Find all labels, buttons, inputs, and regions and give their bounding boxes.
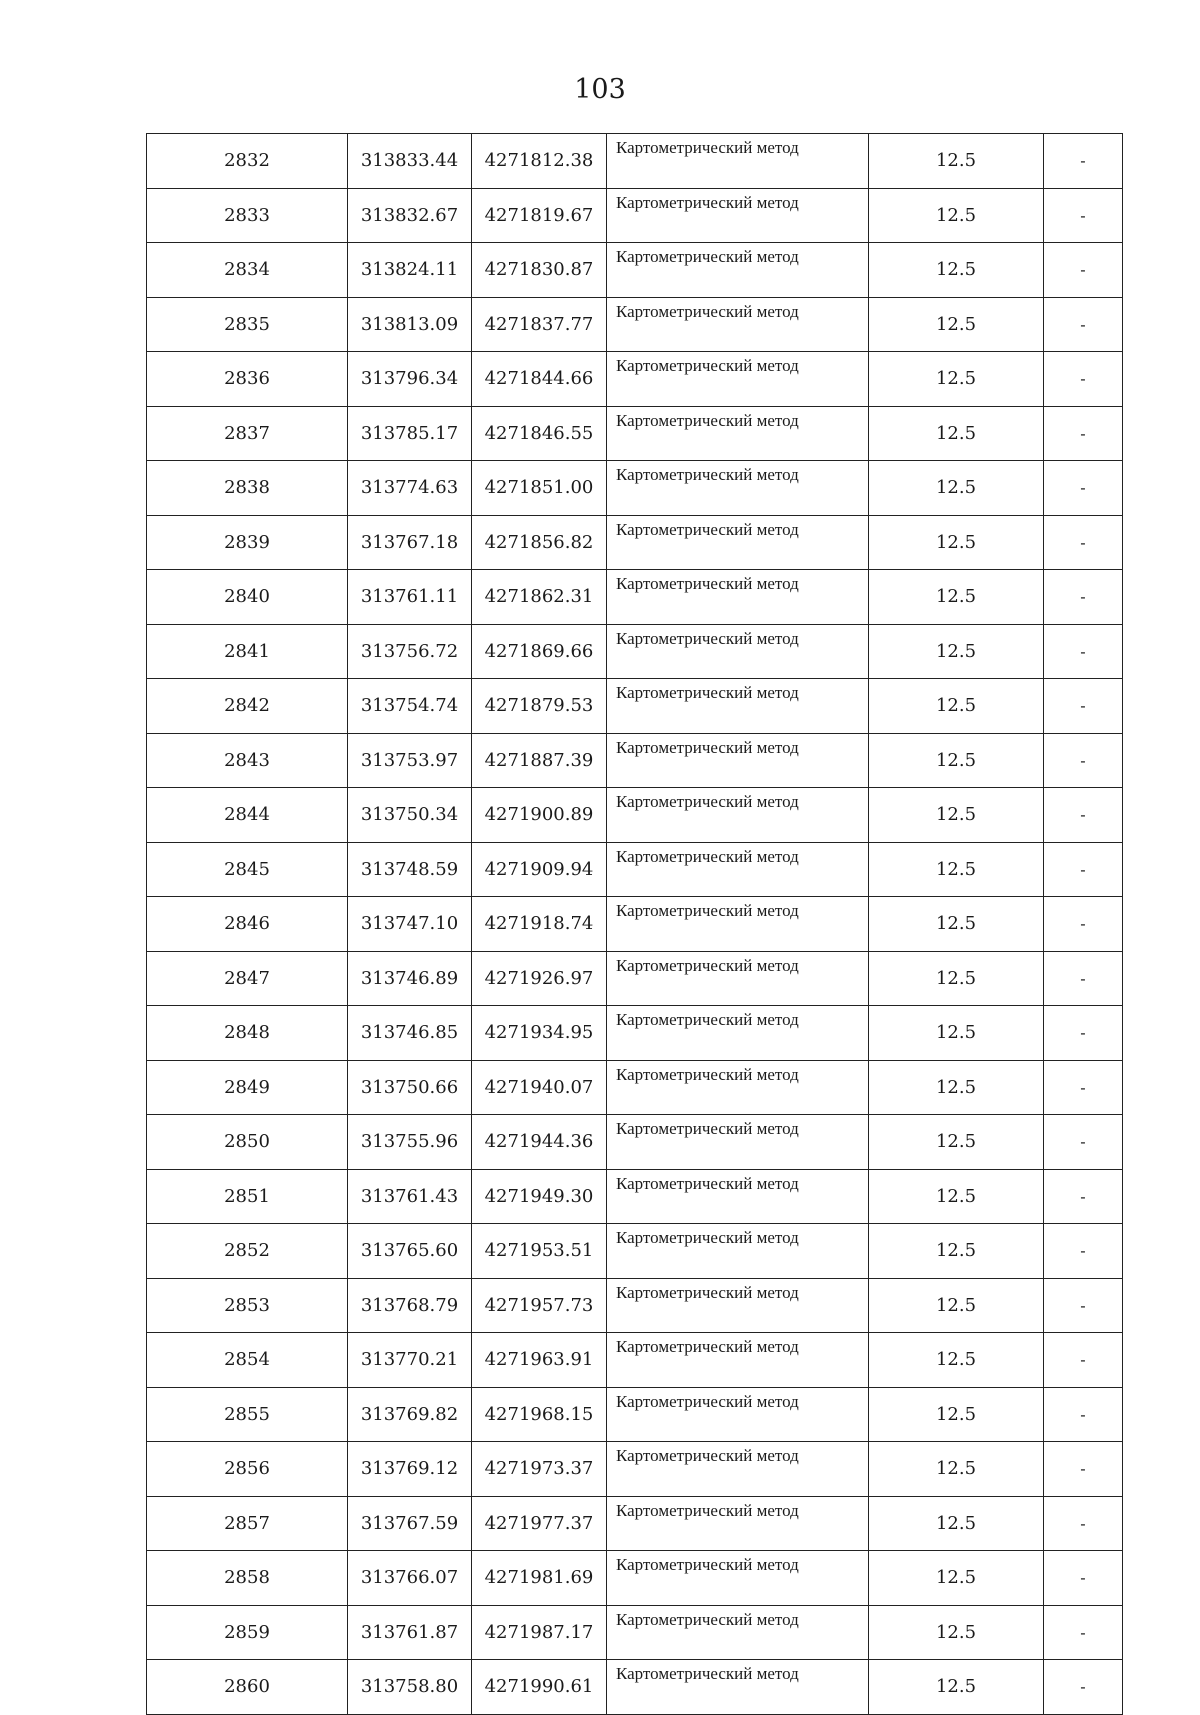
- note-cell: -: [1044, 461, 1123, 516]
- precision-cell: 12.5: [869, 570, 1044, 625]
- table-row: [147, 461, 1123, 516]
- x-coordinate-cell: 313766.07: [348, 1551, 472, 1606]
- y-coordinate-cell: 4271973.37: [472, 1442, 607, 1497]
- x-coordinate-cell: 313833.44: [348, 134, 472, 189]
- note-cell: -: [1044, 1387, 1123, 1442]
- note-cell: -: [1044, 243, 1123, 298]
- x-coordinate-cell: 313750.66: [348, 1060, 472, 1115]
- point-number-cell: 2856: [147, 1442, 348, 1497]
- x-coordinate-cell: 313767.18: [348, 515, 472, 570]
- table-row: [147, 1605, 1123, 1660]
- x-coordinate-cell: 313750.34: [348, 788, 472, 843]
- point-number-cell: 2857: [147, 1496, 348, 1551]
- method-cell: Картометрический метод: [607, 461, 869, 516]
- method-cell: Картометрический метод: [607, 679, 869, 734]
- x-coordinate-cell: 313769.82: [348, 1387, 472, 1442]
- table-row: [147, 188, 1123, 243]
- x-coordinate-cell: 313754.74: [348, 679, 472, 734]
- y-coordinate-cell: 4271949.30: [472, 1169, 607, 1224]
- method-cell: Картометрический метод: [607, 897, 869, 952]
- table-row: [147, 1496, 1123, 1551]
- table-row: [147, 788, 1123, 843]
- note-cell: -: [1044, 352, 1123, 407]
- precision-cell: 12.5: [869, 788, 1044, 843]
- precision-cell: 12.5: [869, 406, 1044, 461]
- precision-cell: 12.5: [869, 1006, 1044, 1061]
- table-row: [147, 1169, 1123, 1224]
- point-number-cell: 2841: [147, 624, 348, 679]
- x-coordinate-cell: 313785.17: [348, 406, 472, 461]
- precision-cell: 12.5: [869, 1278, 1044, 1333]
- method-cell: Картометрический метод: [607, 1060, 869, 1115]
- x-coordinate-cell: 313761.11: [348, 570, 472, 625]
- method-cell: Картометрический метод: [607, 1115, 869, 1170]
- precision-cell: 12.5: [869, 897, 1044, 952]
- note-cell: -: [1044, 188, 1123, 243]
- page-number: 103: [574, 74, 626, 105]
- y-coordinate-cell: 4271909.94: [472, 842, 607, 897]
- x-coordinate-cell: 313765.60: [348, 1224, 472, 1279]
- note-cell: -: [1044, 1333, 1123, 1388]
- y-coordinate-cell: 4271944.36: [472, 1115, 607, 1170]
- x-coordinate-cell: 313755.96: [348, 1115, 472, 1170]
- point-number-cell: 2849: [147, 1060, 348, 1115]
- method-cell: Картометрический метод: [607, 951, 869, 1006]
- method-cell: Картометрический метод: [607, 1387, 869, 1442]
- table-row: [147, 134, 1123, 189]
- precision-cell: 12.5: [869, 1387, 1044, 1442]
- method-cell: Картометрический метод: [607, 733, 869, 788]
- note-cell: -: [1044, 679, 1123, 734]
- note-cell: -: [1044, 134, 1123, 189]
- point-number-cell: 2853: [147, 1278, 348, 1333]
- x-coordinate-cell: 313761.87: [348, 1605, 472, 1660]
- y-coordinate-cell: 4271887.39: [472, 733, 607, 788]
- x-coordinate-cell: 313824.11: [348, 243, 472, 298]
- precision-cell: 12.5: [869, 352, 1044, 407]
- point-number-cell: 2842: [147, 679, 348, 734]
- table-row: [147, 1660, 1123, 1715]
- table-row: [147, 679, 1123, 734]
- coordinates-table: [146, 133, 1123, 1715]
- precision-cell: 12.5: [869, 1060, 1044, 1115]
- x-coordinate-cell: 313774.63: [348, 461, 472, 516]
- table-row: [147, 406, 1123, 461]
- method-cell: Картометрический метод: [607, 1169, 869, 1224]
- table-row: [147, 1551, 1123, 1606]
- y-coordinate-cell: 4271837.77: [472, 297, 607, 352]
- table-row: [147, 352, 1123, 407]
- table-row: [147, 570, 1123, 625]
- table-row: [147, 1278, 1123, 1333]
- y-coordinate-cell: 4271862.31: [472, 570, 607, 625]
- point-number-cell: 2835: [147, 297, 348, 352]
- point-number-cell: 2850: [147, 1115, 348, 1170]
- point-number-cell: 2858: [147, 1551, 348, 1606]
- note-cell: -: [1044, 515, 1123, 570]
- precision-cell: 12.5: [869, 515, 1044, 570]
- y-coordinate-cell: 4271963.91: [472, 1333, 607, 1388]
- precision-cell: 12.5: [869, 188, 1044, 243]
- y-coordinate-cell: 4271934.95: [472, 1006, 607, 1061]
- point-number-cell: 2845: [147, 842, 348, 897]
- y-coordinate-cell: 4271918.74: [472, 897, 607, 952]
- point-number-cell: 2843: [147, 733, 348, 788]
- x-coordinate-cell: 313796.34: [348, 352, 472, 407]
- x-coordinate-cell: 313768.79: [348, 1278, 472, 1333]
- precision-cell: 12.5: [869, 951, 1044, 1006]
- x-coordinate-cell: 313746.89: [348, 951, 472, 1006]
- method-cell: Картометрический метод: [607, 624, 869, 679]
- x-coordinate-cell: 313813.09: [348, 297, 472, 352]
- method-cell: Картометрический метод: [607, 1442, 869, 1497]
- method-cell: Картометрический метод: [607, 1006, 869, 1061]
- method-cell: Картометрический метод: [607, 842, 869, 897]
- method-cell: Картометрический метод: [607, 297, 869, 352]
- table-row: [147, 1333, 1123, 1388]
- point-number-cell: 2855: [147, 1387, 348, 1442]
- note-cell: -: [1044, 406, 1123, 461]
- x-coordinate-cell: 313753.97: [348, 733, 472, 788]
- point-number-cell: 2833: [147, 188, 348, 243]
- note-cell: -: [1044, 842, 1123, 897]
- note-cell: -: [1044, 788, 1123, 843]
- method-cell: Картометрический метод: [607, 1333, 869, 1388]
- x-coordinate-cell: 313746.85: [348, 1006, 472, 1061]
- y-coordinate-cell: 4271844.66: [472, 352, 607, 407]
- precision-cell: 12.5: [869, 1551, 1044, 1606]
- y-coordinate-cell: 4271856.82: [472, 515, 607, 570]
- y-coordinate-cell: 4271812.38: [472, 134, 607, 189]
- method-cell: Картометрический метод: [607, 406, 869, 461]
- method-cell: Картометрический метод: [607, 1551, 869, 1606]
- note-cell: -: [1044, 1496, 1123, 1551]
- y-coordinate-cell: 4271953.51: [472, 1224, 607, 1279]
- precision-cell: 12.5: [869, 733, 1044, 788]
- point-number-cell: 2838: [147, 461, 348, 516]
- y-coordinate-cell: 4271957.73: [472, 1278, 607, 1333]
- note-cell: -: [1044, 1605, 1123, 1660]
- precision-cell: 12.5: [869, 842, 1044, 897]
- point-number-cell: 2860: [147, 1660, 348, 1715]
- table-row: [147, 951, 1123, 1006]
- method-cell: Картометрический метод: [607, 1278, 869, 1333]
- precision-cell: 12.5: [869, 1333, 1044, 1388]
- method-cell: Картометрический метод: [607, 188, 869, 243]
- point-number-cell: 2839: [147, 515, 348, 570]
- y-coordinate-cell: 4271830.87: [472, 243, 607, 298]
- coordinates-table-body: [147, 134, 1123, 1715]
- y-coordinate-cell: 4271879.53: [472, 679, 607, 734]
- y-coordinate-cell: 4271851.00: [472, 461, 607, 516]
- precision-cell: 12.5: [869, 1224, 1044, 1279]
- table-row: [147, 1006, 1123, 1061]
- y-coordinate-cell: 4271926.97: [472, 951, 607, 1006]
- y-coordinate-cell: 4271819.67: [472, 188, 607, 243]
- point-number-cell: 2852: [147, 1224, 348, 1279]
- precision-cell: 12.5: [869, 1442, 1044, 1497]
- point-number-cell: 2854: [147, 1333, 348, 1388]
- table-row: [147, 1115, 1123, 1170]
- point-number-cell: 2846: [147, 897, 348, 952]
- note-cell: -: [1044, 1115, 1123, 1170]
- x-coordinate-cell: 313747.10: [348, 897, 472, 952]
- x-coordinate-cell: 313761.43: [348, 1169, 472, 1224]
- precision-cell: 12.5: [869, 1660, 1044, 1715]
- note-cell: -: [1044, 570, 1123, 625]
- note-cell: -: [1044, 624, 1123, 679]
- point-number-cell: 2832: [147, 134, 348, 189]
- note-cell: -: [1044, 1006, 1123, 1061]
- precision-cell: 12.5: [869, 1496, 1044, 1551]
- note-cell: -: [1044, 1551, 1123, 1606]
- table-row: [147, 1387, 1123, 1442]
- note-cell: -: [1044, 1060, 1123, 1115]
- precision-cell: 12.5: [869, 243, 1044, 298]
- point-number-cell: 2836: [147, 352, 348, 407]
- note-cell: -: [1044, 1442, 1123, 1497]
- x-coordinate-cell: 313748.59: [348, 842, 472, 897]
- method-cell: Картометрический метод: [607, 243, 869, 298]
- note-cell: -: [1044, 897, 1123, 952]
- method-cell: Картометрический метод: [607, 134, 869, 189]
- precision-cell: 12.5: [869, 297, 1044, 352]
- precision-cell: 12.5: [869, 1605, 1044, 1660]
- method-cell: Картометрический метод: [607, 788, 869, 843]
- point-number-cell: 2837: [147, 406, 348, 461]
- y-coordinate-cell: 4271968.15: [472, 1387, 607, 1442]
- y-coordinate-cell: 4271846.55: [472, 406, 607, 461]
- method-cell: Картометрический метод: [607, 515, 869, 570]
- precision-cell: 12.5: [869, 624, 1044, 679]
- precision-cell: 12.5: [869, 1115, 1044, 1170]
- precision-cell: 12.5: [869, 134, 1044, 189]
- x-coordinate-cell: 313769.12: [348, 1442, 472, 1497]
- table-row: [147, 897, 1123, 952]
- table-row: [147, 243, 1123, 298]
- table-row: [147, 1224, 1123, 1279]
- table-row: [147, 1442, 1123, 1497]
- y-coordinate-cell: 4271940.07: [472, 1060, 607, 1115]
- note-cell: -: [1044, 1224, 1123, 1279]
- point-number-cell: 2851: [147, 1169, 348, 1224]
- precision-cell: 12.5: [869, 461, 1044, 516]
- y-coordinate-cell: 4271900.89: [472, 788, 607, 843]
- precision-cell: 12.5: [869, 1169, 1044, 1224]
- table-row: [147, 297, 1123, 352]
- precision-cell: 12.5: [869, 679, 1044, 734]
- point-number-cell: 2847: [147, 951, 348, 1006]
- point-number-cell: 2848: [147, 1006, 348, 1061]
- x-coordinate-cell: 313832.67: [348, 188, 472, 243]
- method-cell: Картометрический метод: [607, 1605, 869, 1660]
- table-row: [147, 515, 1123, 570]
- method-cell: Картометрический метод: [607, 1660, 869, 1715]
- point-number-cell: 2859: [147, 1605, 348, 1660]
- y-coordinate-cell: 4271977.37: [472, 1496, 607, 1551]
- y-coordinate-cell: 4271987.17: [472, 1605, 607, 1660]
- point-number-cell: 2844: [147, 788, 348, 843]
- note-cell: -: [1044, 1278, 1123, 1333]
- table-row: [147, 733, 1123, 788]
- table-row: [147, 1060, 1123, 1115]
- point-number-cell: 2840: [147, 570, 348, 625]
- table-row: [147, 624, 1123, 679]
- x-coordinate-cell: 313767.59: [348, 1496, 472, 1551]
- y-coordinate-cell: 4271869.66: [472, 624, 607, 679]
- note-cell: -: [1044, 297, 1123, 352]
- table-row: [147, 842, 1123, 897]
- x-coordinate-cell: 313770.21: [348, 1333, 472, 1388]
- note-cell: -: [1044, 1169, 1123, 1224]
- note-cell: -: [1044, 733, 1123, 788]
- x-coordinate-cell: 313756.72: [348, 624, 472, 679]
- method-cell: Картометрический метод: [607, 352, 869, 407]
- method-cell: Картометрический метод: [607, 570, 869, 625]
- y-coordinate-cell: 4271981.69: [472, 1551, 607, 1606]
- method-cell: Картометрический метод: [607, 1496, 869, 1551]
- note-cell: -: [1044, 1660, 1123, 1715]
- point-number-cell: 2834: [147, 243, 348, 298]
- note-cell: -: [1044, 951, 1123, 1006]
- y-coordinate-cell: 4271990.61: [472, 1660, 607, 1715]
- x-coordinate-cell: 313758.80: [348, 1660, 472, 1715]
- method-cell: Картометрический метод: [607, 1224, 869, 1279]
